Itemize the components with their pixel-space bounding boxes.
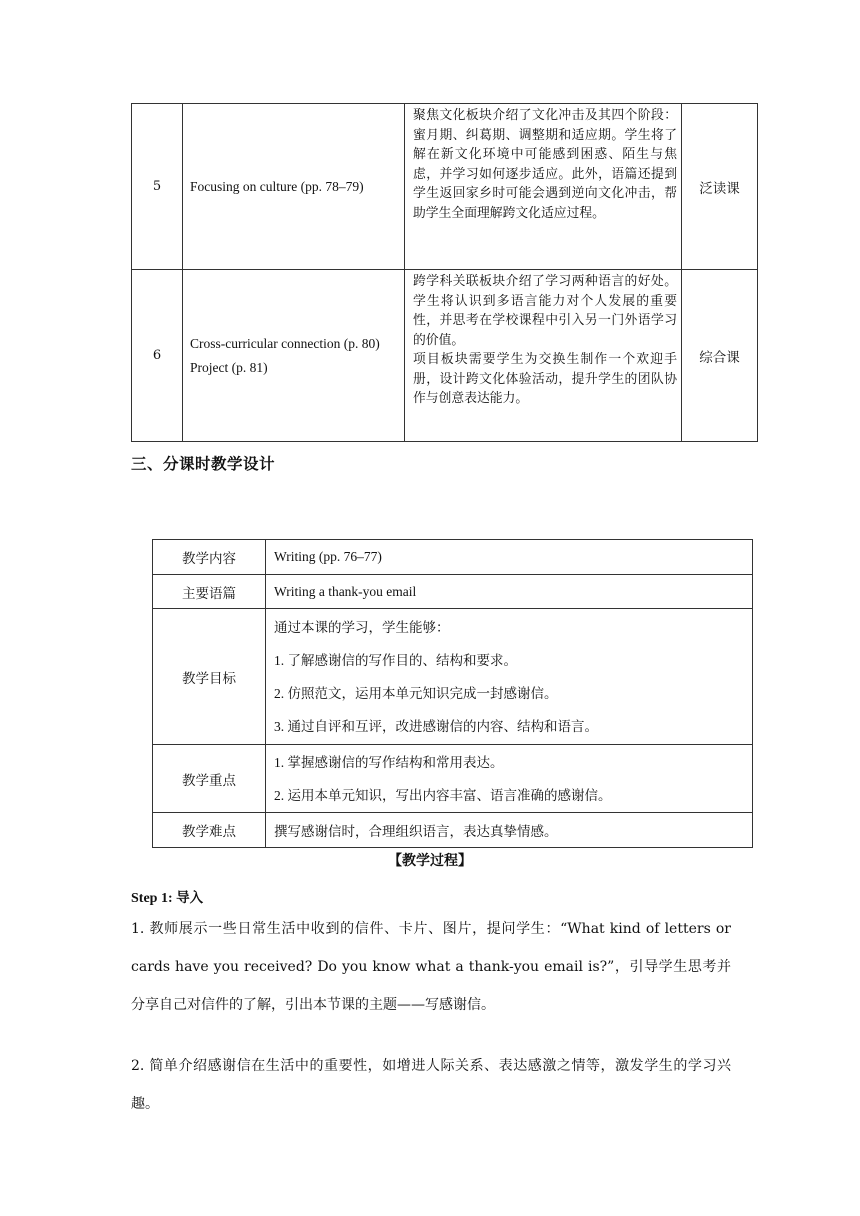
step-label: Step 1: [131, 891, 173, 906]
key-points-cell [266, 745, 753, 813]
table-row [132, 104, 758, 270]
lesson-type: 综合课 [682, 270, 758, 442]
paragraph: 2. 简单介绍感谢信在生活中的重要性，如增进人际关系、表达感激之情等，激发学生的学习兴趣。 [131, 1058, 731, 1112]
process-heading: 【教学过程】 [388, 853, 472, 869]
goals-label: 教学目标 [153, 609, 266, 745]
description-paragraph: 项目板块需要学生为交换生制作一个欢迎手册，设计跨文化体验活动，提升学生的团队协作与创意表达能力。 [413, 352, 677, 406]
key-point-item: 1. 掌握感谢信的写作结构和常用表达。 [274, 754, 504, 770]
lesson-number: 6 [132, 270, 183, 442]
goals-cell [266, 609, 753, 745]
section-title-line: Cross-curricular connection (p. 80) [190, 335, 380, 351]
table-row [153, 540, 753, 575]
key-point-item: 2. 运用本单元知识，写出内容丰富、语言准确的感谢信。 [274, 787, 612, 803]
content-value: Writing (pp. 76–77) [266, 540, 753, 575]
difficulty-value: 撰写感谢信时，合理组织语言，表达真挚情感。 [266, 813, 753, 848]
section-heading: 三、分课时教学设计 [131, 455, 276, 473]
content-label: 教学内容 [153, 540, 266, 575]
goal-item: 2. 仿照范文，运用本单元知识完成一封感谢信。 [274, 685, 558, 701]
lesson-type: 泛读课 [682, 104, 758, 270]
step-heading [131, 886, 203, 907]
table-row [153, 813, 753, 848]
table-row [153, 745, 753, 813]
table-row [153, 575, 753, 609]
goal-item: 1. 了解感谢信的写作目的、结构和要求。 [274, 652, 517, 668]
section-title-line: Focusing on culture (pp. 78–79) [190, 178, 364, 194]
lesson-number: 5 [132, 104, 183, 270]
difficulty-label: 教学难点 [153, 813, 266, 848]
lesson-overview-table [131, 103, 758, 442]
lesson-section-title [183, 104, 405, 270]
step-title: 导入 [176, 890, 204, 906]
lesson-design-table [152, 539, 753, 848]
text-label: 主要语篇 [153, 575, 266, 609]
key-points-label: 教学重点 [153, 745, 266, 813]
table-row [132, 270, 758, 442]
goal-item: 3. 通过自评和互评，改进感谢信的内容、结构和语言。 [274, 718, 598, 734]
table-row [153, 609, 753, 745]
lesson-description: 聚焦文化板块介绍了文化冲击及其四个阶段：蜜月期、纠葛期、调整期和适应期。学生将了解在新文化环境中可能感到困惑、陌生与焦虑，并学习如何逐步适应。此外，语篇还提到学生返回家乡时可能会遇到逆向文化冲击，帮助学生全面理解跨文化适应过程。 [405, 104, 682, 270]
section-title-line: Project (p. 81) [190, 359, 268, 375]
description-paragraph: 跨学科关联板块介绍了学习两种语言的好处。学生将认识到多语言能力对个人发展的重要性，并思考在学校课程中引入另一门外语学习的价值。 [413, 274, 677, 348]
text-value: Writing a thank-you email [266, 575, 753, 609]
lesson-description [405, 270, 682, 442]
goals-intro: 通过本课的学习，学生能够： [274, 619, 450, 635]
lesson-section-title [183, 270, 405, 442]
paragraph: 1. 教师展示一些日常生活中收到的信件、卡片、图片，提问学生：“What kind of letters or cards have you received? Do you know what a thank-you email is?”，引导学生思考并分享自己对信件的了解，引出本节课的主题——写感谢信。 [131, 921, 731, 1013]
